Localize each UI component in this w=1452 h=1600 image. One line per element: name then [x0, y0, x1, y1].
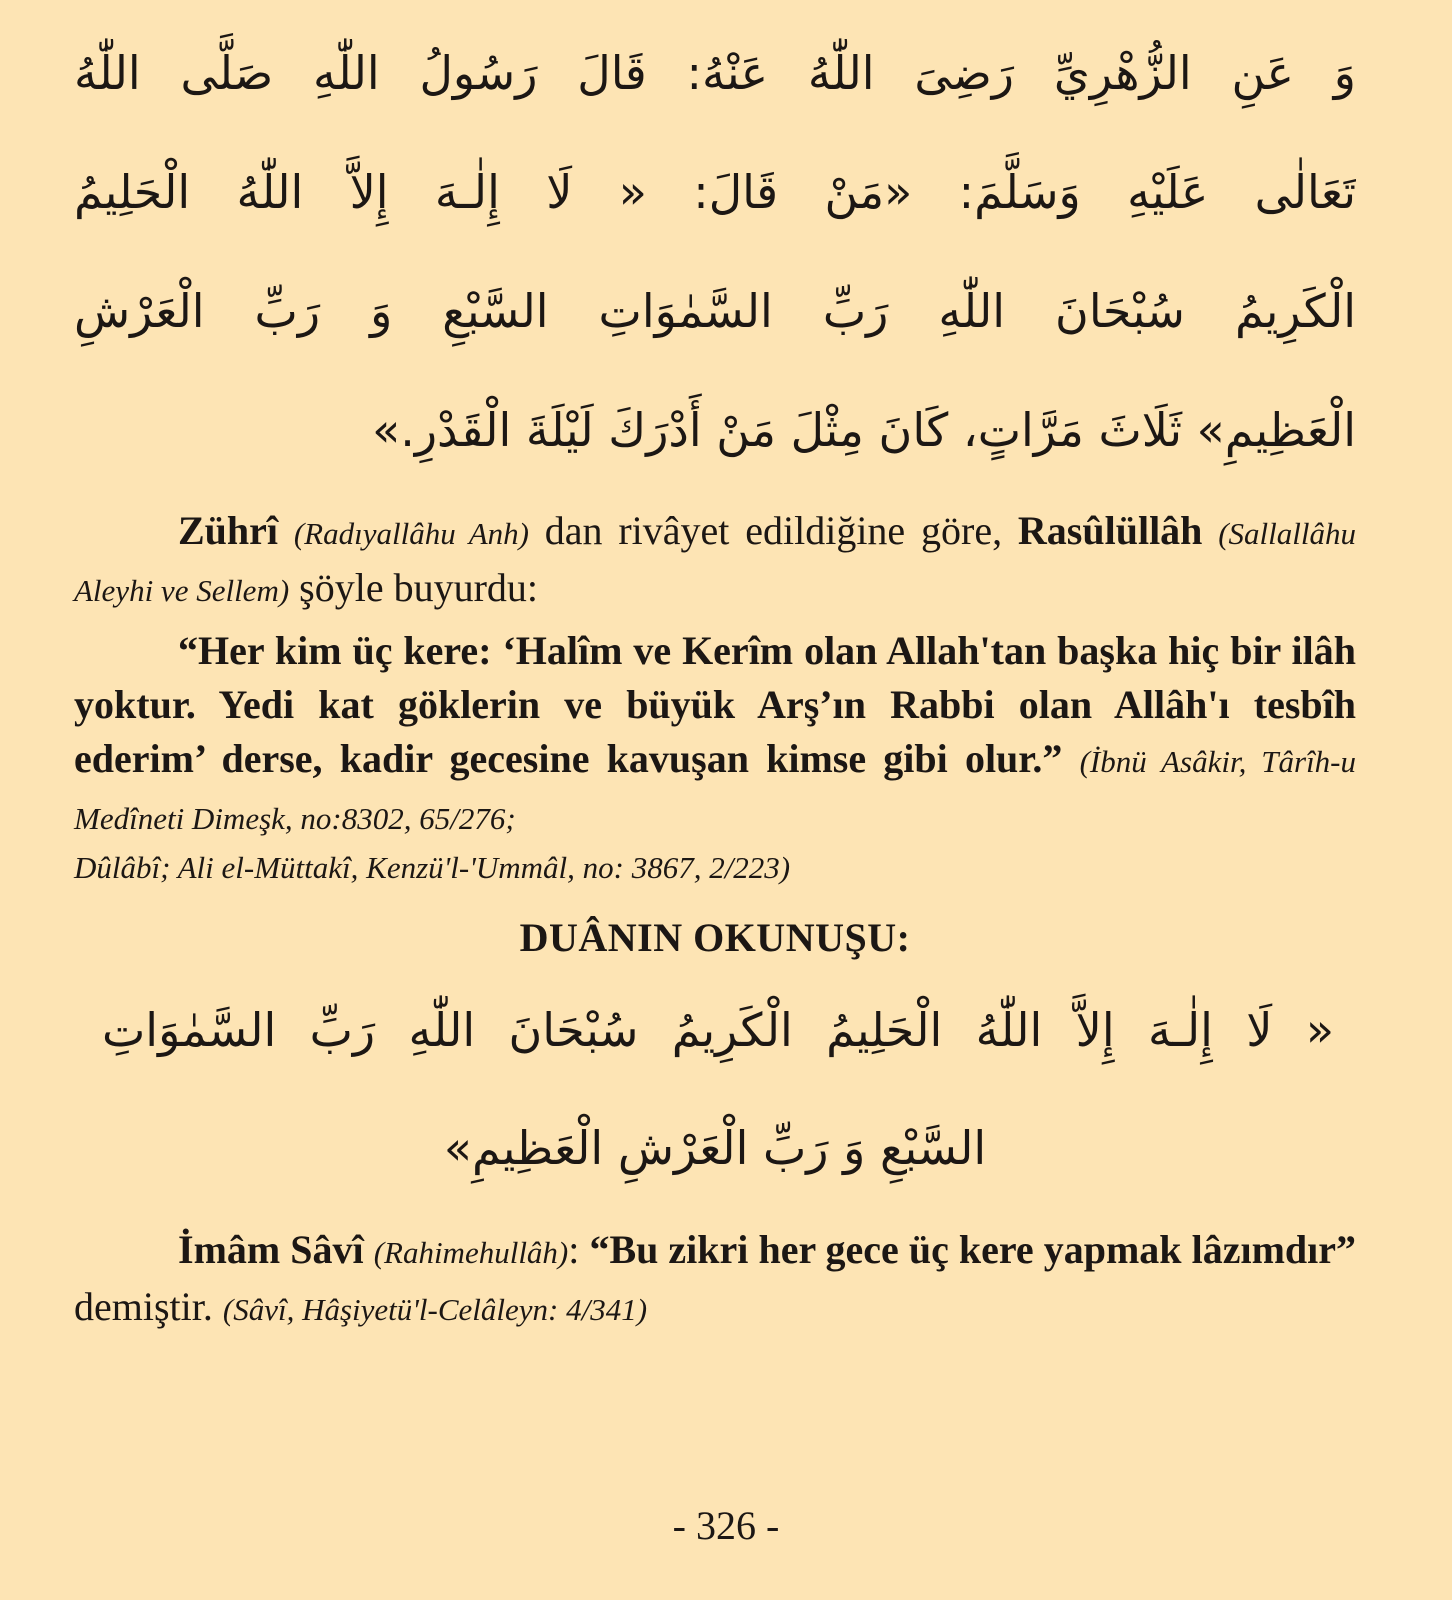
narration-text-1: dan rivâyet edildiğine göre,	[528, 508, 1003, 553]
page-number: - 326 -	[672, 1503, 780, 1548]
savi-quote: “Bu zikri her gece üç kere yapmak lâzımdır”	[589, 1227, 1356, 1272]
dua-arabic-line-2: السَّبْعِ وَ رَبِّ الْعَرْشِ الْعَظِيمِ»	[443, 1121, 987, 1175]
hadith-reference-2: Dûlâbî; Ali el-Müttakî, Kenzü'l-'Ummâl, no: 3867, 2/223)	[74, 850, 791, 885]
savi-text: demiştir.	[74, 1284, 213, 1329]
dua-arabic-line-1: « لَا إِلٰـهَ إِلاَّ اللّٰهُ الْحَلِيمُ الْكَرِيمُ سُبْحَانَ اللّٰهِ رَبِّ السَّمٰوَاتِ	[102, 1003, 1334, 1057]
hadith-translation	[74, 624, 1356, 846]
narrator-honorific: (Radıyallâhu Anh)	[293, 516, 529, 551]
dua-arabic-text	[74, 971, 1356, 1207]
hadith-arabic-line-2: تَعَالٰى عَلَيْهِ وَسَلَّمَ: «مَنْ قَالَ: « لَا إِلٰـهَ إِلاَّ اللّٰهُ الْحَلِيمُ	[74, 165, 1356, 219]
savi-colon: :	[568, 1227, 590, 1272]
prophet-honorific: (Sallallâhu Aleyhi ve Sellem)	[74, 516, 1357, 608]
hadith-arabic-line-3: الْكَرِيمُ سُبْحَانَ اللّٰهِ رَبِّ السَّمٰوَاتِ السَّبْعِ وَ رَبِّ الْعَرْشِ	[74, 284, 1356, 338]
narration-text-2: şöyle buyurdu:	[289, 565, 539, 610]
hadith-reference-1: (İbnü Asâkir, Târîh-u Medîneti Dimeşk, no:8302, 65/276;	[74, 744, 1357, 836]
section-heading: DUÂNIN OKUNUŞU:	[519, 915, 911, 960]
prophet-name: Rasûlüllâh	[1017, 508, 1203, 553]
savi-paragraph	[74, 1223, 1356, 1337]
hadith-translation-text: “Her kim üç kere: ‘Halîm ve Kerîm olan Allah'tan başka hiç bir ilâh yoktur. Yedi kat göklerin ve büyük Arş’ın Rabbi olan Allâh'ı tesbîh ederim’ derse, kadir gecesine kavuşan kimse gibi olur.”	[74, 628, 1356, 781]
savi-honorific: (Rahimehullâh)	[373, 1235, 569, 1270]
hadith-arabic-line-1: وَ عَنِ الزُّهْرِيِّ رَضِىَ اللّٰهُ عَنْهُ: قَالَ رَسُولُ اللّٰهِ صَلَّى اللّٰهُ	[74, 46, 1356, 100]
narration-paragraph	[74, 504, 1356, 618]
narrator-name: Zührî	[178, 508, 279, 553]
hadith-arabic-line-4: الْعَظِيمِ» ثَلَاثَ مَرَّاتٍ، كَانَ مِثْلَ مَنْ أَدْرَكَ لَيْلَةَ الْقَدْرِ.»	[372, 403, 1356, 457]
savi-reference: (Sâvî, Hâşiyetü'l-Celâleyn: 4/341)	[222, 1292, 648, 1327]
hadith-arabic-text	[74, 14, 1356, 490]
savi-name: İmâm Sâvî	[178, 1227, 364, 1272]
